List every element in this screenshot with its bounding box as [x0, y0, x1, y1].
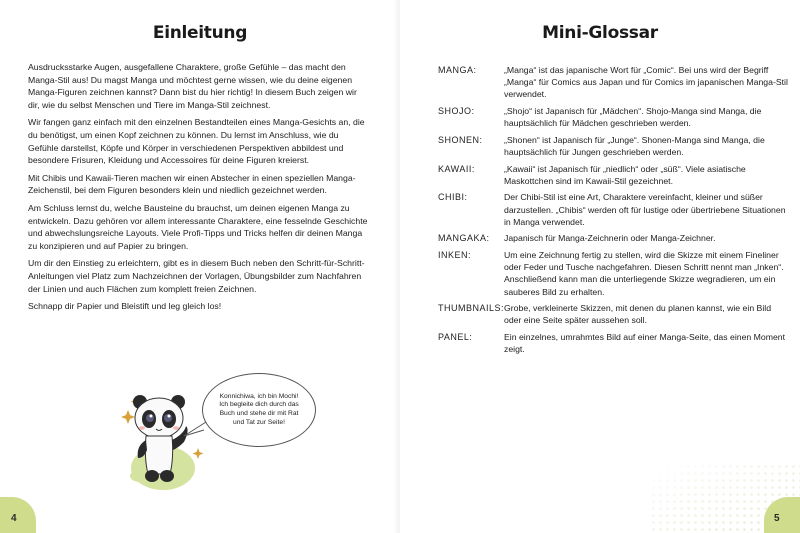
intro-paragraph: Schnapp dir Papier und Bleistift und leg gleich los! [28, 301, 222, 312]
speech-bubble-text: Konnichiwa, ich bin Mochi! Ich begleite dich durch das Buch und stehe dir mit Rat und Tat zur Seite! [219, 392, 299, 426]
glossary-definition: Grobe, verkleinerte Skizzen, mit denen du planen kannst, wie ein Bild oder eine Seite später aussehen soll. [504, 303, 772, 326]
glossary-definition: „Shonen“ ist Japanisch für „Junge“. Shonen-Manga sind Manga, die hauptsächlich für Jungen geschrieben werden. [504, 134, 765, 157]
glossary-definition: Um eine Zeichnung fertig zu stellen, wird die Skizze mit einem Fineliner oder Feder und Tusche nachgefahren. Diesen Schritt nennt man „Inken“. Anschließend kann man die unterliegende Skizze wegradieren, um ein sauberes Bild zu erhalten. [504, 249, 784, 297]
page-title-einleitung: Einleitung [152, 23, 248, 43]
glossary-term: SHOJO: [438, 106, 475, 116]
glossary-term: CHIBI: [438, 192, 468, 203]
speech-bubble [202, 373, 316, 447]
intro-paragraph: Um dir den Einstieg zu erleichtern, gibt es in diesem Buch neben den Schritt-für-Schritt-Anleitungen viel Platz zum Nachzeichnen der Vorlagen, Übungsbilder zum Nachfahren der Linien und auch Flächen zum komplett freien Zeichnen. [28, 258, 365, 294]
glossary-term: INKEN: [438, 249, 472, 260]
glossary-entry [438, 64, 790, 101]
glossary-term: KAWAII: [438, 163, 475, 174]
glossary-entry [438, 249, 790, 298]
sparkle-icon [121, 410, 135, 424]
page-number-tab [0, 497, 36, 533]
panda-mascot-illustration [118, 388, 213, 498]
right-page [400, 0, 800, 533]
glossary-definition: Der Chibi-Stil ist eine Art, Charaktere vereinfacht, kleiner und süßer darzustellen. „Chibis“ werden oft für lustige oder übertriebene Situationen in Manga verwendet. [504, 192, 786, 227]
glossary-entry [438, 163, 790, 187]
glossary-definition: „Kawaii“ ist Japanisch für „niedlich“ oder „süß“. Viele asiatische Maskottchen sind im Kawaii-Stil gezeichnet. [504, 163, 746, 186]
glossary-entry [438, 302, 790, 326]
glossary-entry [438, 331, 790, 355]
page-title-mini-glossar: Mini-Glossar [542, 23, 658, 43]
glossary-definition: „Shojo“ ist Japanisch für „Mädchen“. Shojo-Manga sind Manga, die hauptsächlich für Mädchen geschrieben werden. [504, 106, 762, 129]
sparkle-icon [193, 448, 204, 459]
glossary-definition: Ein einzelnes, umrahmtes Bild auf einer Manga-Seite, das einen Moment zeigt. [504, 331, 786, 355]
glossary-term: THUMBNAILS: [438, 303, 505, 314]
glossary-list [438, 64, 790, 360]
glossary-entry [438, 232, 790, 244]
intro-paragraph: Am Schluss lernst du, welche Bausteine du brauchst, um deinen eigenen Manga zu entwickeln. Dazu gehören vor allem interessante Charaktere, eine fesselnde Geschichte und abwechslungsreiche Layouts. Viele Profi-Tipps und Tricks helfen dir deinen Manga zu konzipieren und auf Papier zu bringen. [28, 202, 368, 251]
glossary-definition: „Manga“ ist das japanische Wort für „Comic“. Bei uns wird der Begriff „Manga“ für Comics aus Japan und für Comics im japanischen Manga-Stil verwendet. [504, 65, 788, 100]
glossary-term: MANGA: [438, 65, 477, 75]
glossary-term: SHONEN: [438, 134, 483, 145]
glossary-term: PANEL: [438, 331, 473, 342]
speech-bubble-tail [182, 420, 208, 440]
page-number: 4 [11, 513, 17, 524]
glossary-term: MANGAKA: [438, 233, 490, 244]
glossary-entry [438, 191, 790, 228]
glossary-definition: Japanisch für Manga-Zeichnerin oder Manga-Zeichner. [504, 233, 716, 244]
glossary-entry [438, 134, 790, 158]
glossary-entry [438, 105, 790, 129]
intro-text [28, 61, 368, 318]
intro-paragraph: Ausdrucksstarke Augen, ausgefallene Charaktere, große Gefühle – das macht den Manga-Stil aus! Du magst Manga und möchtest gerne wissen, wie du deine eigenen Manga-Figuren zeichnen kannst? Dann bist du hier richtig! In diesem Buch zeigen wir dir, wie du selbst Menschen und Tiere im Manga-Stil zeichnest. [28, 62, 357, 110]
page-number: 5 [774, 513, 780, 524]
intro-paragraph: Mit Chibis und Kawaii-Tieren machen wir einen Abstecher in einen speziellen Manga-Zeichenstil, bei dem Figuren besonders klein und niedlich gezeichnet werden. [28, 172, 356, 196]
intro-paragraph: Wir fangen ganz einfach mit den einzelnen Bestandteilen eines Manga-Gesichts an, die du benötigst, um einen Kopf zeichnen zu können. Du lernst im Anschluss, wie du Gefühle darstellst, Köpfe und Körper in verschiedenen Perspektiven abbildest und besondere Frisuren, Kleidung und Accessoires für deine Figuren kreierst. [28, 117, 365, 166]
